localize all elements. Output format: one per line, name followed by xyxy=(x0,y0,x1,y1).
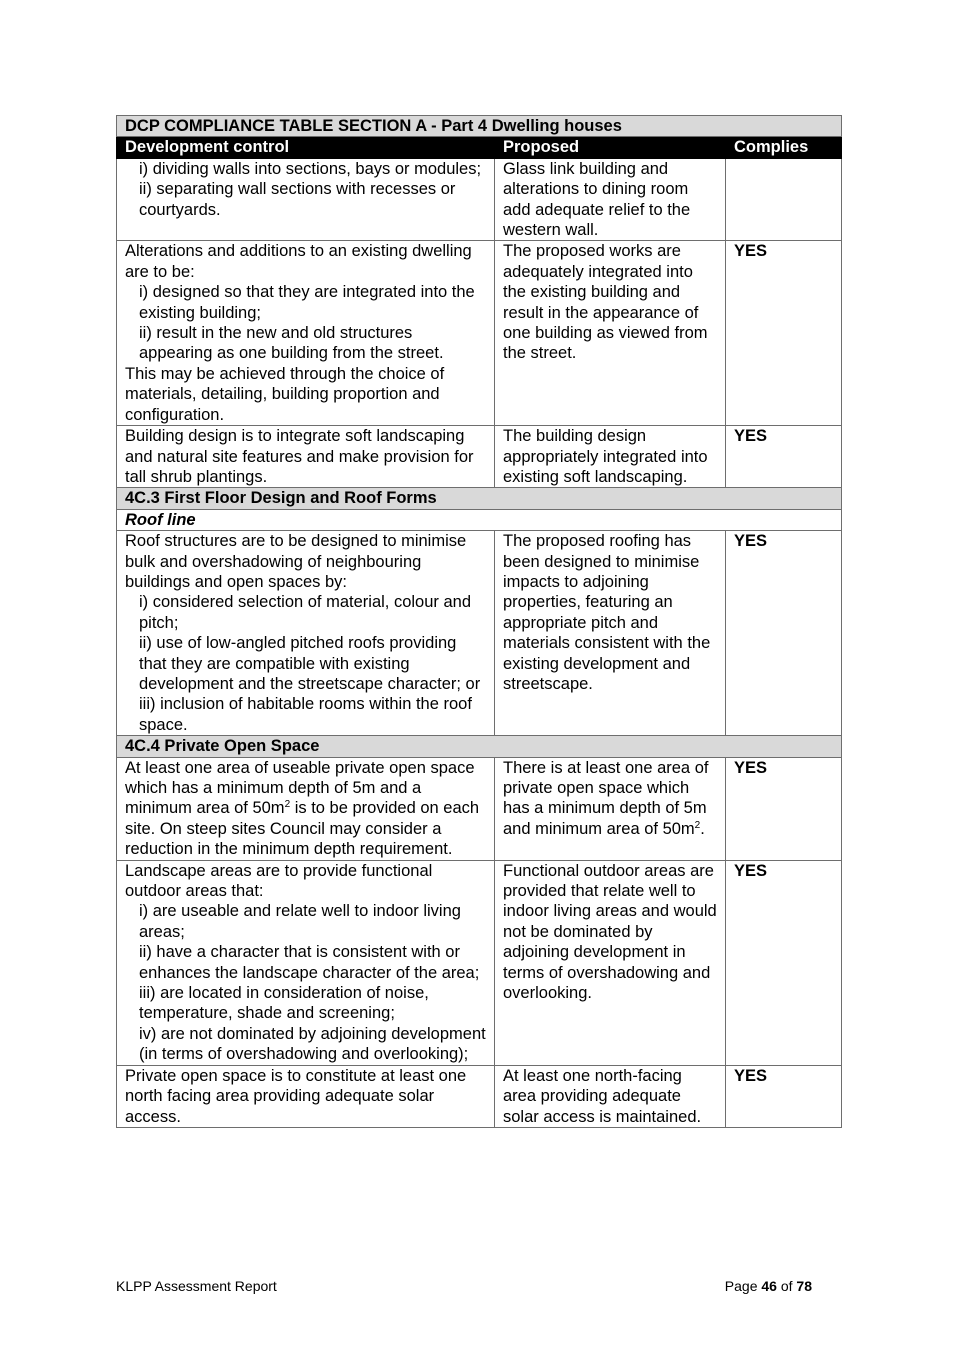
superscript: 2 xyxy=(284,799,291,811)
control-item: ii) have a character that is consistent with or enhances the landscape character of the area; xyxy=(139,943,480,982)
table-row xyxy=(117,860,842,1065)
control-intro: Roof structures are to be designed to minimise bulk and overshadowing of neighbouring buildings and open spaces by: xyxy=(125,532,467,591)
proposed-cell: Functional outdoor areas are provided that relate well to indoor living areas and would not be dominated by adjoining development in terms of overshadowing and overlooking. xyxy=(495,860,726,1065)
control-cell xyxy=(117,158,495,241)
table-title: DCP COMPLIANCE TABLE SECTION A - Part 4 Dwelling houses xyxy=(117,116,842,137)
proposed-cell: The building design appropriately integrated into existing soft landscaping. xyxy=(495,426,726,488)
control-cell: Building design is to integrate soft landscaping and natural site features and make provision for tall shrub plantings. xyxy=(117,426,495,488)
proposed-cell: The proposed works are adequately integrated into the existing building and result in the appearance of one building as viewed from the street. xyxy=(495,241,726,426)
control-text-a: At least one area of useable private open space which has a minimum depth of 5m and a minimum area of 50m xyxy=(125,758,475,818)
section-heading-4c3: 4C.3 First Floor Design and Roof Forms xyxy=(117,488,842,509)
footer-report-title: KLPP Assessment Report xyxy=(116,1278,277,1294)
proposed-cell: The proposed roofing has been designed to minimise impacts to adjoining properties, featuring an appropriate pitch and materials consistent with the existing development and streetscape. xyxy=(495,531,726,736)
page-of: of xyxy=(776,1278,797,1294)
table-row xyxy=(117,241,842,426)
page-total: 78 xyxy=(796,1278,812,1294)
header-complies: Complies xyxy=(726,137,842,158)
control-item: ii) use of low-angled pitched roofs providing that they are compatible with existing development and the streetscape character; or xyxy=(139,634,481,693)
complies-cell: YES xyxy=(726,757,842,860)
control-intro: Alterations and additions to an existing dwelling are to be: xyxy=(125,242,472,281)
control-cell xyxy=(117,860,495,1065)
table-row xyxy=(117,757,842,860)
page-current: 46 xyxy=(761,1278,777,1294)
footer-page-number xyxy=(725,1277,812,1295)
table-row xyxy=(117,426,842,488)
section-heading-4c4: 4C.4 Private Open Space xyxy=(117,736,842,757)
control-cell: Private open space is to constitute at least one north facing area providing adequate solar access. xyxy=(117,1065,495,1127)
control-item: ii) separating wall sections with recesses or courtyards. xyxy=(139,180,456,219)
proposed-cell: Glass link building and alterations to dining room add adequate relief to the western wall. xyxy=(495,158,726,241)
proposed-cell: At least one north-facing area providing adequate solar access is maintained. xyxy=(495,1065,726,1127)
control-item: iii) are located in consideration of noise, temperature, shade and screening; xyxy=(139,984,429,1023)
control-item: i) designed so that they are integrated into the existing building; xyxy=(139,283,475,322)
control-cell xyxy=(117,531,495,736)
control-item: i) considered selection of material, colour and pitch; xyxy=(139,593,472,632)
header-proposed: Proposed xyxy=(495,137,726,158)
proposed-cell xyxy=(495,757,726,860)
section-row xyxy=(117,488,842,509)
control-cell xyxy=(117,757,495,860)
subheading-row xyxy=(117,509,842,530)
control-item: iv) are not dominated by adjoining development (in terms of overshadowing and overlooking); xyxy=(139,1024,486,1064)
page-prefix: Page xyxy=(724,1278,762,1294)
subheading-roof-line: Roof line xyxy=(117,509,842,530)
control-outro: This may be achieved through the choice of materials, detailing, building proportion and configuration. xyxy=(125,364,445,424)
proposed-text-b: . xyxy=(700,819,705,838)
complies-cell: YES xyxy=(726,860,842,1065)
header-development-control: Development control xyxy=(117,137,495,158)
control-intro: Landscape areas are to provide functional outdoor areas that: xyxy=(125,861,433,901)
control-item: ii) result in the new and old structures appearing as one building from the street. xyxy=(139,324,444,363)
section-row xyxy=(117,736,842,757)
control-item: i) dividing walls into sections, bays or modules; xyxy=(139,159,482,178)
complies-cell: YES xyxy=(726,531,842,736)
complies-cell: YES xyxy=(726,1065,842,1127)
control-item: i) are useable and relate well to indoor living areas; xyxy=(139,902,461,941)
control-cell xyxy=(117,241,495,426)
control-text-b: is to be provided on each site. On steep sites Council may consider a reduction in the minimum depth requirement. xyxy=(125,799,480,859)
table-row xyxy=(117,531,842,736)
table-header-row xyxy=(117,137,842,158)
control-item: iii) inclusion of habitable rooms within the roof space. xyxy=(139,695,472,734)
complies-cell: YES xyxy=(726,241,842,426)
complies-cell: YES xyxy=(726,426,842,488)
proposed-text-a: There is at least one area of private open space which has a minimum depth of 5m and minimum area of 50m xyxy=(503,758,709,838)
table-row xyxy=(117,1065,842,1127)
table-title-row xyxy=(117,116,842,137)
complies-cell xyxy=(726,158,842,241)
table-row xyxy=(117,158,842,241)
dcp-compliance-table xyxy=(116,115,842,1128)
superscript: 2 xyxy=(694,819,701,831)
